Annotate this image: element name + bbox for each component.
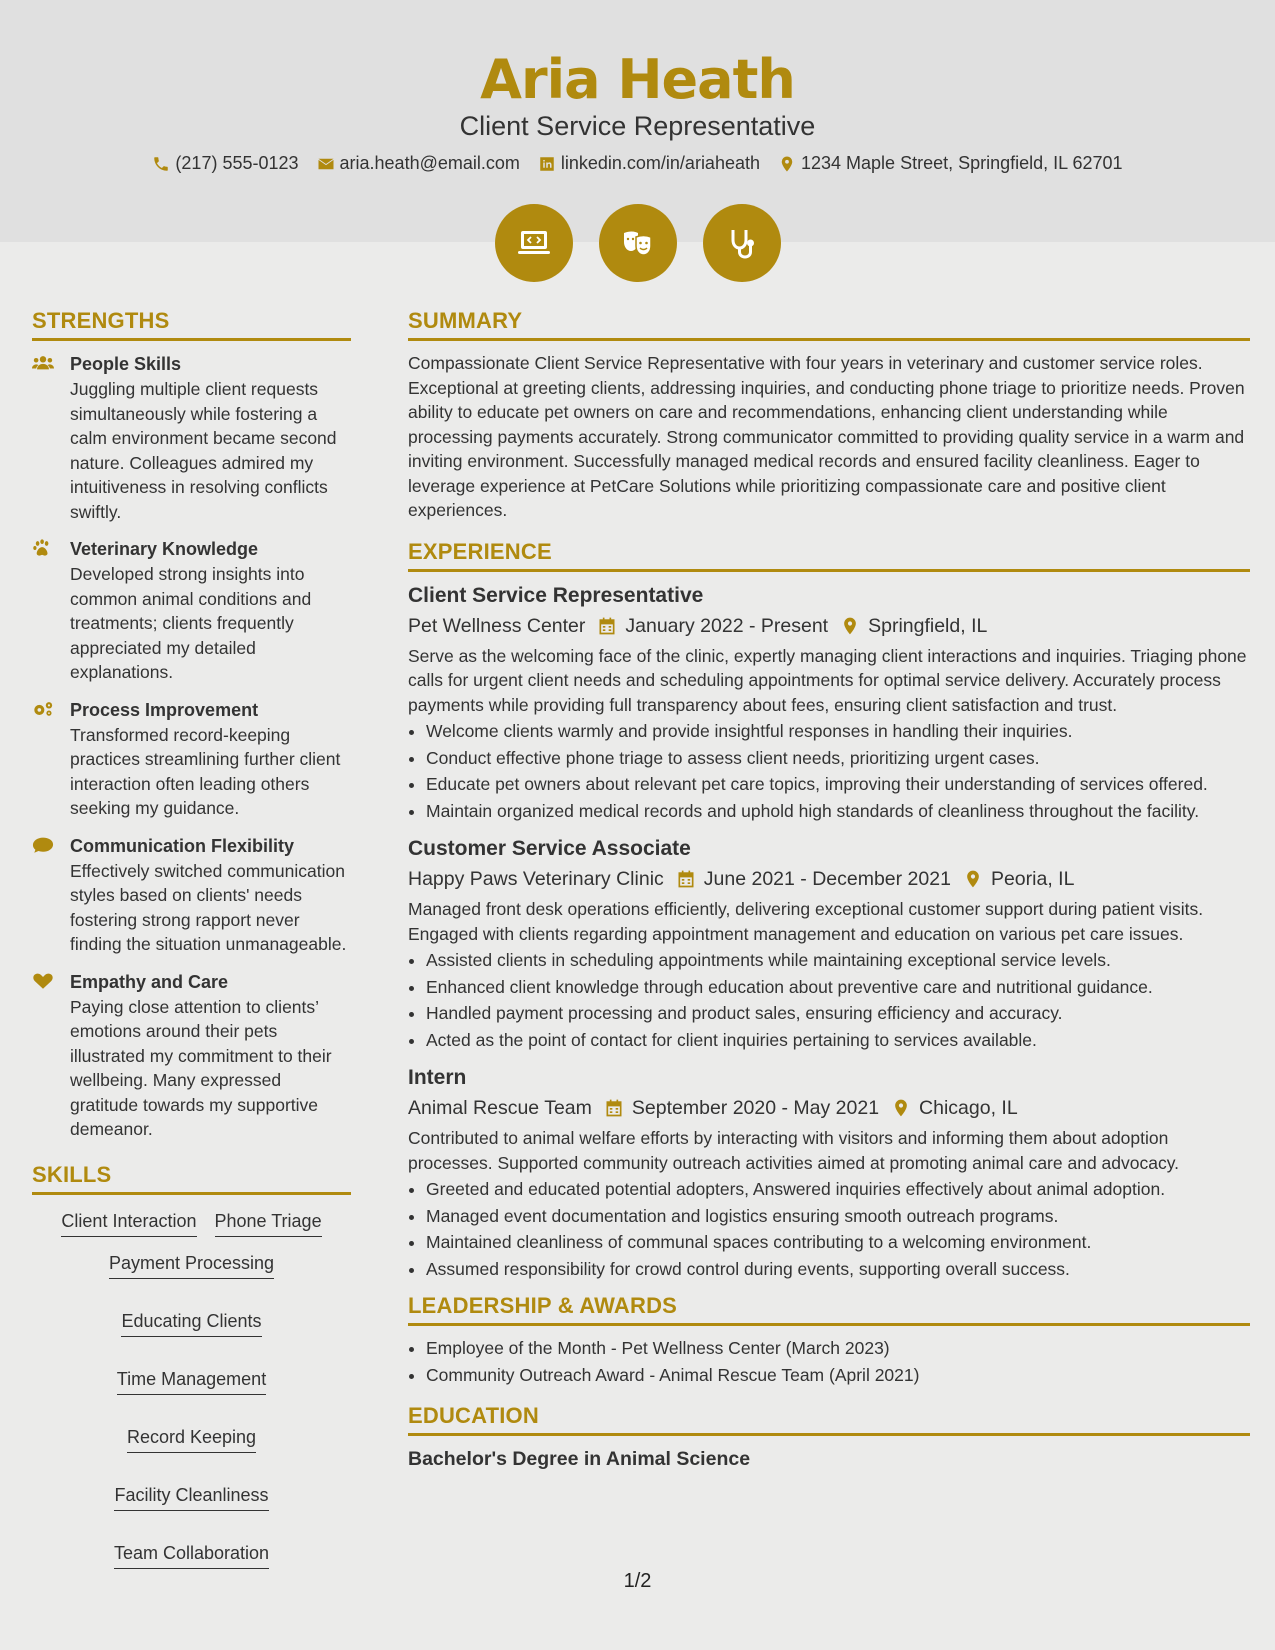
list-item: • Greeted and educated potential adopters, Answered inquiries effectively about animal adoption.	[426, 1177, 1250, 1202]
comment-icon	[32, 836, 54, 854]
job-meta	[408, 1092, 1250, 1124]
paw-icon	[32, 539, 54, 557]
education-heading: EDUCATION	[408, 1403, 1250, 1436]
theater-masks-icon	[618, 223, 658, 263]
job-dates: September 2020 - May 2021	[631, 1097, 880, 1119]
strength-item	[32, 833, 351, 957]
skill-tag: Educating Clients	[121, 1311, 261, 1337]
job-company: Pet Wellness Center	[408, 614, 586, 637]
job-dates: January 2022 - Present	[625, 614, 829, 637]
calendar-icon	[604, 1098, 624, 1118]
strength-item	[32, 697, 351, 821]
heart-icon	[32, 972, 54, 990]
strength-item	[32, 536, 351, 685]
strength-desc: Paying close attention to clients’ emotions around their pets illustrated my commitment to their wellbeing. Many expressed gratitude towards my supportive demeanor.	[70, 996, 332, 1139]
job-company: Happy Paws Veterinary Clinic	[408, 868, 664, 890]
contact-phone[interactable]	[152, 153, 298, 174]
skill-tag: Time Management	[117, 1369, 266, 1395]
strength-desc: Effectively switched communication styles based on clients' needs fostering strong rapport never finding the situation unmanageable.	[70, 860, 347, 954]
address-text: 1234 Maple Street, Springfield, IL 62701	[801, 153, 1123, 173]
strength-desc: Developed strong insights into common animal conditions and treatments; clients frequently appreciated my detailed explanations.	[70, 564, 312, 682]
list-item: • Assumed responsibility for crowd control during events, supporting overall success.	[426, 1257, 1250, 1282]
map-marker-icon	[840, 616, 860, 636]
job-company: Animal Rescue Team	[408, 1097, 592, 1119]
right-column	[408, 308, 1250, 1472]
education-degree: Bachelor's Degree in Animal Science	[408, 1448, 751, 1470]
list-item: • Welcome clients warmly and provide insightful responses in handling their inquiries.	[426, 719, 1250, 744]
skill-tag: Team Collaboration	[114, 1543, 269, 1569]
map-marker-icon	[891, 1098, 911, 1118]
skill-tag: Record Keeping	[127, 1427, 256, 1453]
strengths-heading: STRENGTHS	[32, 308, 351, 341]
job-entry	[408, 1064, 1250, 1281]
linkedin-text: linkedin.com/in/ariaheath	[560, 153, 760, 173]
job-title: Intern	[408, 1066, 467, 1089]
job-location: Peoria, IL	[990, 868, 1075, 890]
phone-text: (217) 555-0123	[175, 153, 299, 173]
list-item: • Managed event documentation and logistics ensuring smooth outreach programs.	[426, 1204, 1250, 1229]
job-location: Springfield, IL	[868, 614, 988, 637]
gears-icon	[32, 700, 54, 718]
job-bullets	[408, 1177, 1250, 1281]
contact-email[interactable]	[317, 153, 520, 174]
left-column	[32, 308, 351, 1569]
list-item: • Maintain organized medical records and uphold high standards of cleanliness throughout the facility.	[426, 799, 1250, 824]
list-item: • Enhanced client knowledge through education about preventive care and nutritional guidance.	[426, 975, 1250, 1000]
badge	[599, 204, 677, 282]
job-entry	[408, 835, 1250, 1052]
job-desc: Contributed to animal welfare efforts by interacting with visitors and informing them about adoption processes. Supported community outreach activities aimed at promoting animal care and advocacy.	[408, 1128, 1180, 1173]
contact-linkedin[interactable]	[538, 153, 760, 174]
list-item: • Employee of the Month - Pet Wellness Center (March 2023)	[426, 1336, 1250, 1361]
list-item: • Acted as the point of contact for client inquiries pertaining to services available.	[426, 1028, 1250, 1053]
job-bullets	[408, 719, 1250, 823]
envelope-icon	[317, 155, 335, 173]
experience-heading: EXPERIENCE	[408, 539, 1250, 572]
job-title: Client Service Representative	[408, 583, 704, 607]
job-meta	[408, 863, 1250, 895]
skills-list	[32, 1205, 351, 1569]
badge-row	[0, 204, 1275, 282]
linkedin-icon	[538, 155, 556, 173]
job-title: Customer Service Associate	[408, 837, 691, 860]
list-item: • Assisted clients in scheduling appointments while maintaining exceptional service levels.	[426, 948, 1250, 973]
candidate-role: Client Service Representative	[459, 111, 816, 141]
strength-desc: Transformed record-keeping practices streamlining further client interaction often leading others seeking my guidance.	[70, 724, 341, 818]
email-text: aria.heath@email.com	[339, 153, 520, 173]
skill-tag: Client Interaction	[61, 1211, 196, 1237]
candidate-name: Aria Heath	[480, 48, 795, 111]
stethoscope-icon	[722, 223, 762, 263]
job-bullets	[408, 948, 1250, 1052]
list-item: • Educate pet owners about relevant pet care topics, improving their understanding of services offered.	[426, 772, 1250, 797]
job-desc: Serve as the welcoming face of the clinic, expertly managing client interactions and inquiries. Triaging phone calls for urgent client needs and scheduling appointments for optimal service delivery. Accurately process payments while providing full transparency about fees, ensuring client satisfaction and trust.	[408, 645, 1247, 715]
contact-bar	[0, 153, 1275, 174]
laptop-code-icon	[514, 223, 554, 263]
list-item: • Handled payment processing and product sales, ensuring efficiency and accuracy.	[426, 1001, 1250, 1026]
badge	[495, 204, 573, 282]
strength-item	[32, 351, 351, 524]
badge	[703, 204, 781, 282]
map-marker-icon	[963, 869, 983, 889]
users-icon	[32, 354, 54, 372]
strength-item	[32, 969, 351, 1142]
calendar-icon	[676, 869, 696, 889]
awards-heading: LEADERSHIP & AWARDS	[408, 1293, 1250, 1326]
calendar-icon	[597, 616, 617, 636]
summary-heading: SUMMARY	[408, 308, 1250, 341]
skills-heading: SKILLS	[32, 1162, 351, 1195]
strength-title: People Skills	[70, 354, 182, 374]
job-entry	[408, 582, 1250, 824]
skill-tag: Payment Processing	[109, 1253, 274, 1279]
page-number: 1/2	[623, 1570, 652, 1592]
list-item: • Maintained cleanliness of communal spaces contributing to a welcoming environment.	[426, 1230, 1250, 1255]
awards-list	[408, 1336, 1250, 1387]
summary-text: Compassionate Client Service Representative with four years in veterinary and customer service roles. Exceptional at greeting clients, addressing inquiries, and conducting phone triage to prioritize needs. Proven ability to educate pet owners on care and recommendations, enhancing client understanding while processing payments accurately. Strong communicator committed to providing quality service in a warm and inviting environment. Successfully managed medical records and ensured facility cleanliness. Eager to leverage experience at PetCare Solutions while prioritizing compassionate care and positive client experiences.	[408, 353, 1245, 520]
list-item: • Community Outreach Award - Animal Rescue Team (April 2021)	[426, 1363, 1250, 1388]
job-dates: June 2021 - December 2021	[703, 868, 951, 890]
skill-tag: Phone Triage	[215, 1211, 322, 1237]
strength-title: Communication Flexibility	[70, 835, 295, 856]
skill-tag: Facility Cleanliness	[114, 1485, 268, 1511]
job-meta	[408, 610, 1250, 642]
job-desc: Managed front desk operations efficiently, delivering exceptional customer support during patient visits. Engaged with clients regarding appointment management and education on various pet care issues.	[408, 899, 1204, 944]
strength-title: Veterinary Knowledge	[70, 539, 259, 559]
strength-title: Process Improvement	[70, 699, 259, 720]
strength-desc: Juggling multiple client requests simultaneously while fostering a calm environment became second nature. Colleagues admired my intuitiveness in resolving conflicts swiftly.	[70, 379, 337, 522]
list-item: • Conduct effective phone triage to assess client needs, prioritizing urgent cases.	[426, 746, 1250, 771]
contact-address	[778, 153, 1123, 174]
map-marker-icon	[778, 155, 796, 173]
strength-title: Empathy and Care	[70, 971, 229, 992]
job-location: Chicago, IL	[919, 1097, 1018, 1119]
phone-icon	[152, 155, 170, 173]
